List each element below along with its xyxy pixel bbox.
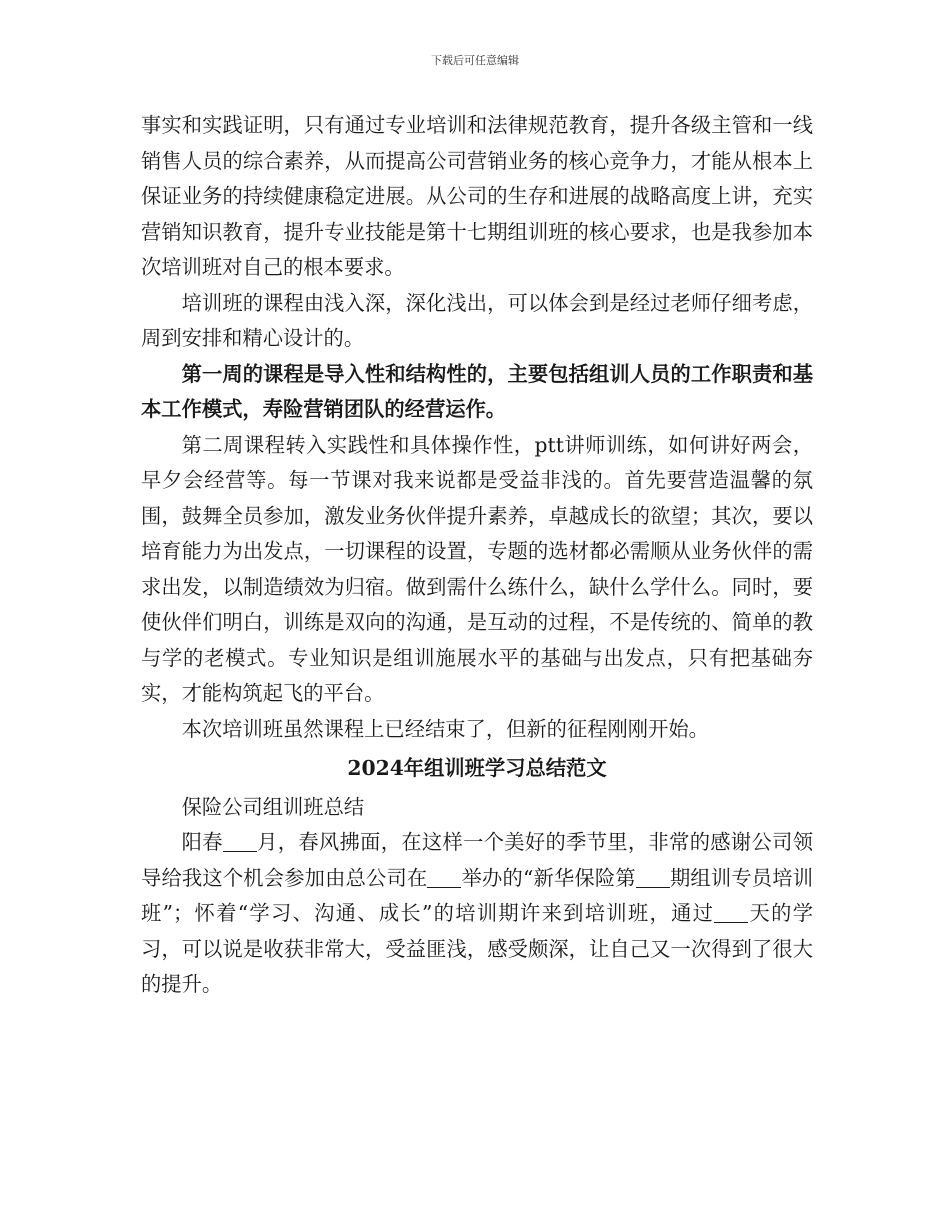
page-header: 下载后可任意编辑 [431,54,519,67]
section-title: 2024年组训班学习总结范文 [347,756,607,780]
paragraph-4: 第二周课程转入实践性和具体操作性，ptt讲师训练，如何讲好两会，早夕会经营等。每一节课对我来说都是受益非浅的。首先要营造温馨的氛围，鼓舞全员参加，激发业务伙伴提升素养，卓越成长的欲望；其次，要以培育能力为出发点，一切课程的设置，专题的选材都必需顺从业务伙伴的需求出发，以制造绩效为归宿。做到需什么练什么，缺什么学什么。同时，要使伙伴们明白，训练是双向的沟通，是互动的过程，不是传统的、简单的教与学的老模式。专业知识是组训施展水平的基础与出发点，只有把基础夯实，才能构筑起飞的平台。 [141,432,813,705]
fill-blank [714,902,748,923]
text-segment-5: 天的学习，可以说是收获非常大，受益匪浅，感受颇深，让自己又一次得到了很大的提升。 [141,901,813,996]
text-segment-2: 月，春风拂面，在这样一个美好的季节里，非常的感谢公司领导给我这个机会参加由总公司在 [141,830,813,890]
text-segment-1: 阳春 [181,830,223,854]
fill-blank [223,831,257,852]
section-subtitle: 保险公司组训班总结 [181,794,365,819]
paragraph-3-bold: 第一周的课程是导入性和结构性的，主要包括组训人员的工作职责和基本工作模式，寿险营销团队的经营运作。 [141,361,813,421]
paragraph-2: 培训班的课程由浅入深，深化浅出，可以体会到是经过老师仔细考虑，周到安排和精心设计的。 [141,290,813,350]
paragraph-1: 事实和实践证明，只有通过专业培训和法律规范教育，提升各级主管和一线销售人员的综合素养，从而提高公司营销业务的核心竞争力，才能从根本上保证业务的持续健康稳定进展。从公司的生存和进展的战略高度上讲，充实营销知识教育，提升专业技能是第十七期组训班的核心要求，也是我参加本次培训班对自己的根本要求。 [141,113,813,279]
paragraph-5: 本次培训班虽然课程上已经结束了，但新的征程刚刚开始。 [181,716,709,741]
section-paragraph [141,825,813,1003]
document-body [141,108,813,1003]
text-segment-3: 举办的“新华保险第 [461,865,636,890]
text-segment-4: 期组训专员培训班”；怀着“学习、沟通、成长”的培训期许来到培训班，通过 [141,865,813,925]
fill-blank [636,866,670,887]
fill-blank [427,866,461,887]
